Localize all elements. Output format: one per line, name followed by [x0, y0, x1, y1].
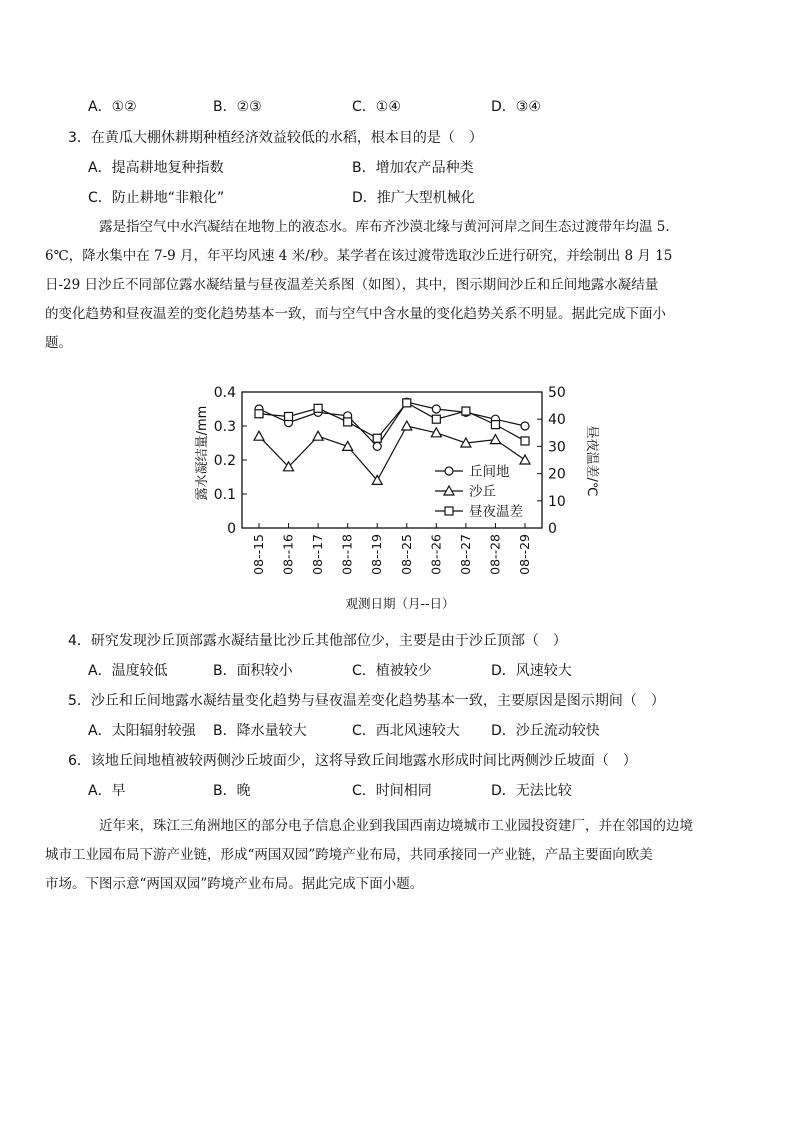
y-tick-label: 0.2 [213, 453, 236, 469]
data-point [520, 455, 530, 464]
x-tick-label: 08--28 [487, 534, 503, 575]
q6-option-a: A．早 [88, 783, 126, 799]
y2-tick-label: 10 [548, 493, 566, 510]
x-tick-label: 08--19 [369, 534, 385, 575]
q5-option-c: C．西北风速较大 [352, 723, 460, 739]
data-point [285, 412, 293, 420]
q6-stem: 6．该地丘间地植被较两侧沙丘坡面少，这将导致丘间地露水形成时间比两侧沙丘坡面（ ） [68, 753, 637, 769]
data-point [343, 441, 353, 450]
data-point [490, 435, 500, 444]
q5-option-a: A．太阳辐射较强 [88, 723, 196, 739]
data-point [491, 421, 499, 429]
q3-option-a: A．提高耕地复种指数 [88, 160, 224, 176]
y2-tick-label: 0 [548, 521, 557, 537]
passage-industry-line: 近年来，珠江三角洲地区的部分电子信息企业到我国西南边境城市工业园投资建厂，并在邻国的边境 [99, 818, 693, 834]
y2-tick-label: 50 [548, 385, 566, 401]
q4-option-d: D．风速较大 [491, 663, 572, 679]
data-point [432, 405, 440, 413]
passage-industry-line: 城市工业园布局下游产业链，形成“两国双园”跨境产业布局，共同承接同一产业链，产品主要面向欧美 [45, 847, 653, 863]
passage-dew-line: 题。 [45, 335, 72, 351]
passage-industry-line: 市场。下图示意“两国双园”跨境产业布局。据此完成下面小题。 [45, 876, 424, 892]
legend-label: 沙丘 [469, 484, 496, 500]
q2-option-a: A．①② [88, 99, 137, 115]
data-point [373, 442, 381, 450]
q5-option-b: B．降水量较大 [213, 723, 307, 739]
q5-stem: 5．沙丘和丘间地露水凝结量变化趋势与昼夜温差变化趋势基本一致，主要原因是图示期间（ ） [68, 693, 665, 709]
passage-dew-line: 日-29 日沙丘不同部位露水凝结量与昼夜温差关系图（如图），其中，图示期间沙丘和丘间地露水凝结量 [45, 277, 659, 293]
y-tick-label: 0.4 [213, 385, 236, 401]
q6-option-b: B．晚 [213, 783, 251, 799]
q4-stem: 4．研究发现沙丘顶部露水凝结量比沙丘其他部位少，主要是由于沙丘顶部（ ） [68, 633, 567, 649]
x-tick-label: 08--17 [310, 534, 326, 575]
q6-option-d: D．无法比较 [491, 783, 572, 799]
y2-tick-label: 20 [548, 466, 566, 483]
data-point [373, 434, 381, 442]
data-point [445, 507, 453, 515]
series-line [259, 402, 525, 446]
q5-option-d: D．沙丘流动较快 [491, 723, 600, 739]
data-point [402, 421, 412, 430]
data-point [462, 407, 470, 415]
q2-option-d: D．③④ [491, 99, 541, 115]
q4-option-b: B．面积较小 [213, 663, 293, 679]
passage-dew-line: 6℃，降水集中在 7-9 月，年平均风速 4 米/秒。某学者在该过渡带选取沙丘进行研究，并绘制出 8 月 15 [45, 248, 673, 264]
data-point [314, 404, 322, 412]
x-tick-label: 08--16 [280, 534, 296, 575]
data-point [521, 422, 529, 430]
passage-dew [45, 213, 732, 358]
q6-option-c: C．时间相同 [352, 783, 432, 799]
x-tick-label: 08--29 [517, 534, 532, 575]
y-axis-label: 露水凝结量/mm [195, 405, 210, 501]
legend-label: 昼夜温差 [469, 504, 523, 520]
x-tick-label: 08--26 [428, 534, 444, 575]
q2-option-b: B．②③ [213, 99, 262, 115]
q3-option-b: B．增加农产品种类 [352, 160, 474, 176]
data-point [521, 437, 529, 445]
data-point [403, 399, 411, 407]
q3-stem: 3．在黄瓜大棚休耕期种植经济效益较低的水稻，根本目的是（ ） [68, 130, 483, 146]
q3-option-d: D．推广大型机械化 [352, 190, 475, 206]
data-point [445, 467, 453, 475]
x-tick-label: 08--25 [398, 534, 414, 575]
x-tick-label: 08--27 [457, 534, 473, 575]
y-tick-label: 0.1 [213, 487, 236, 503]
data-point [255, 410, 263, 418]
q2-option-c: C．①④ [352, 99, 401, 115]
legend-label: 丘间地 [469, 464, 510, 480]
x-tick-label: 08--15 [251, 534, 266, 575]
data-point [254, 431, 264, 440]
q4-option-c: C．植被较少 [352, 663, 432, 679]
y2-axis-label: 昼夜温差/℃ [584, 425, 599, 497]
y-tick-label: 0 [227, 521, 236, 537]
q3-option-c: C．防止耕地“非粮化” [88, 190, 225, 206]
passage-industry [45, 812, 732, 899]
passage-dew-line: 露是指空气中水汽凝结在地物上的液态水。库布齐沙漠北缘与黄河河岸之间生态过渡带年均温 5. [99, 219, 670, 235]
q4-option-a: A．温度较低 [88, 663, 168, 679]
x-axis-label: 观测日期（月--日） [345, 596, 455, 611]
passage-dew-line: 的变化趋势和昼夜温差的变化趋势基本一致，而与空气中含水量的变化趋势关系不明显。据此完成下面小 [45, 306, 666, 322]
x-tick-label: 08--18 [339, 534, 355, 575]
series-line [259, 403, 525, 441]
data-point [313, 431, 323, 440]
y2-tick-label: 40 [548, 412, 566, 429]
y-tick-label: 0.3 [213, 419, 236, 435]
data-point [432, 415, 440, 423]
dew-chart [190, 378, 610, 618]
data-point [344, 418, 352, 426]
y2-tick-label: 30 [548, 439, 566, 456]
